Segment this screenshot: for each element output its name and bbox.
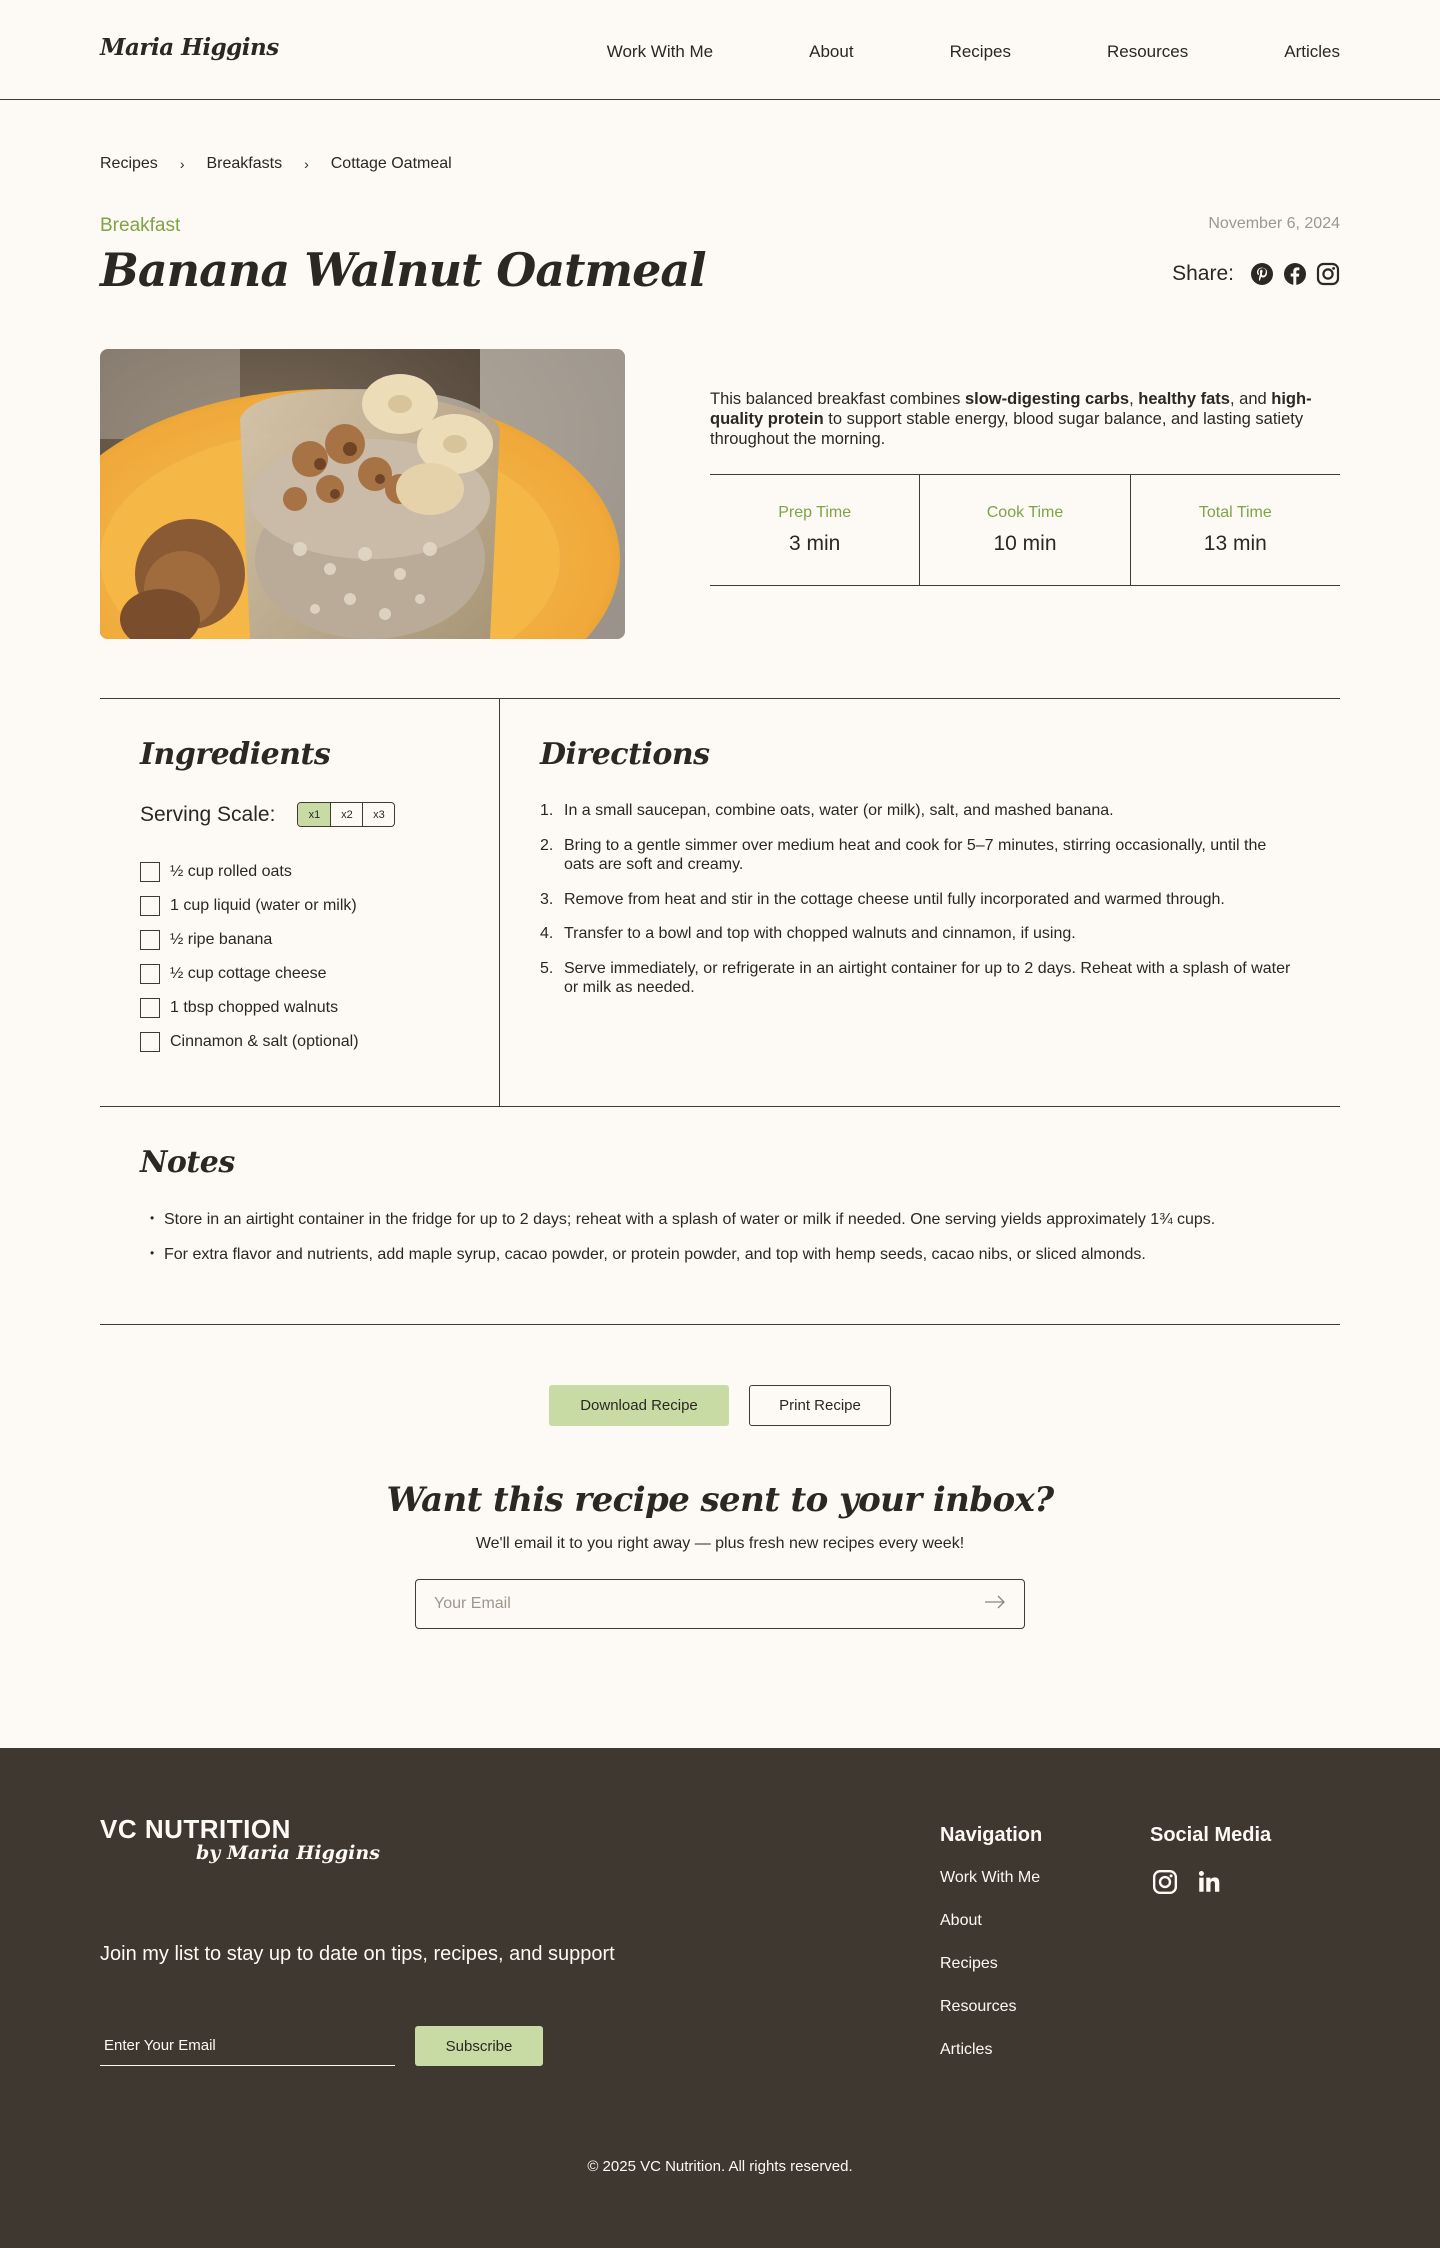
ingredient-item[interactable]: ½ cup rolled oats — [140, 855, 359, 889]
ingredient-item[interactable]: Cinnamon & salt (optional) — [140, 1025, 359, 1059]
nav-resources[interactable]: Resources — [1107, 42, 1189, 61]
footer-nav-work-with-me[interactable]: Work With Me — [940, 1869, 1041, 1886]
scale-x3-button[interactable]: x3 — [362, 803, 394, 826]
ingredients-heading: Ingredients — [140, 737, 331, 772]
share-bar — [1172, 262, 1340, 286]
scale-x1-button[interactable]: x1 — [298, 803, 330, 826]
inbox-email-form — [415, 1579, 1025, 1629]
notes-list — [150, 1211, 1215, 1281]
footer-nav-recipes[interactable]: Recipes — [940, 1955, 998, 1972]
recipe-body — [100, 698, 1340, 1107]
nav-recipes[interactable]: Recipes — [949, 42, 1011, 61]
arrow-right-icon[interactable] — [984, 1595, 1006, 1614]
site-header — [0, 0, 1440, 100]
footer-nav-heading: Navigation — [940, 1824, 1043, 1846]
breadcrumb-recipes[interactable]: Recipes — [100, 155, 158, 172]
instagram-icon[interactable] — [1316, 262, 1340, 286]
chevron-right-icon: › — [304, 156, 309, 172]
nav-work-with-me[interactable]: Work With Me — [606, 42, 714, 61]
total-time: Total Time 13 min — [1130, 475, 1340, 585]
recipe-intro: This balanced breakfast combines slow-digesting carbs, healthy fats, and high-quality protein to support stable energy, blood sugar balance, and lasting satiety throughout the morning. — [710, 390, 1312, 449]
direction-step: Serve immediately, or refrigerate in an airtight container for up to 2 days. Reheat with a splash of water or milk as needed. — [564, 959, 1291, 997]
footer-logo[interactable]: VC NUTRITION by Maria Higgins — [100, 1814, 380, 1864]
checkbox[interactable] — [140, 964, 160, 984]
chevron-right-icon: › — [179, 156, 185, 172]
ingredient-list — [140, 855, 359, 1059]
note-item: • Store in an airtight container in the fridge for up to 2 days; reheat with a splash of water or milk if needed. One serving yields approximately 1¾ cups. — [150, 1211, 1215, 1229]
footer-nav-about[interactable]: About — [940, 1912, 982, 1929]
pinterest-icon[interactable] — [1250, 262, 1274, 286]
footer-navigation — [940, 1824, 1042, 2084]
share-label: Share: — [1172, 262, 1234, 285]
checkbox[interactable] — [140, 896, 160, 916]
page-title: Banana Walnut Oatmeal — [100, 243, 706, 297]
footer-social-heading: Social Media — [1150, 1824, 1272, 1846]
notes-heading: Notes — [140, 1145, 235, 1180]
footer-subscribe-form — [100, 2026, 543, 2066]
note-item: • For extra flavor and nutrients, add maple syrup, cacao powder, or protein powder, and top with hemp seeds, cacao nibs, or sliced almonds. — [150, 1246, 1215, 1264]
recipe-actions — [0, 1385, 1440, 1426]
footer-social — [1150, 1824, 1271, 1895]
footer-email-input[interactable] — [100, 2026, 395, 2066]
notes-section — [100, 1107, 1340, 1325]
inbox-heading: Want this recipe sent to your inbox? — [386, 1480, 1054, 1520]
footer-join-text: Join my list to stay up to date on tips, recipes, and support — [100, 1943, 615, 1965]
direction-step: In a small saucepan, combine oats, water (or milk), salt, and mashed banana. — [564, 802, 1114, 819]
breadcrumb — [100, 155, 452, 173]
nav-articles[interactable]: Articles — [1284, 42, 1340, 61]
download-recipe-button[interactable]: Download Recipe — [549, 1385, 729, 1426]
recipe-date: November 6, 2024 — [1208, 215, 1340, 232]
scale-x2-button[interactable]: x2 — [330, 803, 362, 826]
ingredient-item[interactable]: 1 tbsp chopped walnuts — [140, 991, 359, 1025]
direction-step: Bring to a gentle simmer over medium heat and cook for 5–7 minutes, stirring occasionally, until the oats are soft and creamy. — [564, 836, 1267, 874]
prep-time: Prep Time 3 min — [778, 504, 852, 555]
recipe-photo — [100, 349, 625, 639]
copyright: © 2025 VC Nutrition. All rights reserved. — [587, 2158, 853, 2175]
directions-heading: Directions — [540, 737, 710, 772]
footer-nav-articles[interactable]: Articles — [940, 2041, 993, 2058]
linkedin-icon[interactable] — [1196, 1869, 1222, 1895]
breadcrumb-current[interactable]: Cottage Oatmeal — [330, 155, 452, 172]
recipe-times — [710, 474, 1340, 586]
recipe-category[interactable]: Breakfast — [100, 215, 181, 236]
ingredient-item[interactable]: 1 cup liquid (water or milk) — [140, 889, 359, 923]
serving-scale — [140, 802, 395, 827]
checkbox[interactable] — [140, 1032, 160, 1052]
breadcrumb-breakfasts[interactable]: Breakfasts — [206, 155, 283, 172]
print-recipe-button[interactable]: Print Recipe — [749, 1385, 891, 1426]
cook-time: Cook Time 10 min — [919, 475, 1129, 585]
nav-about[interactable]: About — [809, 42, 854, 61]
instagram-icon[interactable] — [1152, 1869, 1178, 1895]
checkbox[interactable] — [140, 930, 160, 950]
main-nav — [607, 42, 1340, 62]
inbox-email-input[interactable] — [434, 1595, 984, 1613]
site-footer — [0, 1748, 1440, 2248]
scale-toggle — [297, 802, 395, 827]
checkbox[interactable] — [140, 998, 160, 1018]
facebook-icon[interactable] — [1283, 262, 1307, 286]
direction-step: Remove from heat and stir in the cottage cheese until fully incorporated and warmed through. — [564, 890, 1225, 908]
direction-step: Transfer to a bowl and top with chopped walnuts and cinnamon, if using. — [564, 925, 1076, 943]
serving-scale-label: Serving Scale: — [140, 802, 276, 826]
subscribe-button[interactable]: Subscribe — [415, 2026, 543, 2066]
column-divider — [499, 699, 500, 1106]
ingredient-item[interactable]: ½ cup cottage cheese — [140, 957, 359, 991]
directions-list — [540, 801, 1300, 1013]
site-logo[interactable]: Maria Higgins — [100, 34, 279, 61]
ingredient-item[interactable]: ½ ripe banana — [140, 923, 359, 957]
footer-nav-resources[interactable]: Resources — [940, 1998, 1017, 2015]
checkbox[interactable] — [140, 862, 160, 882]
inbox-subheading: We'll email it to you right away — plus fresh new recipes every week! — [475, 1535, 965, 1552]
